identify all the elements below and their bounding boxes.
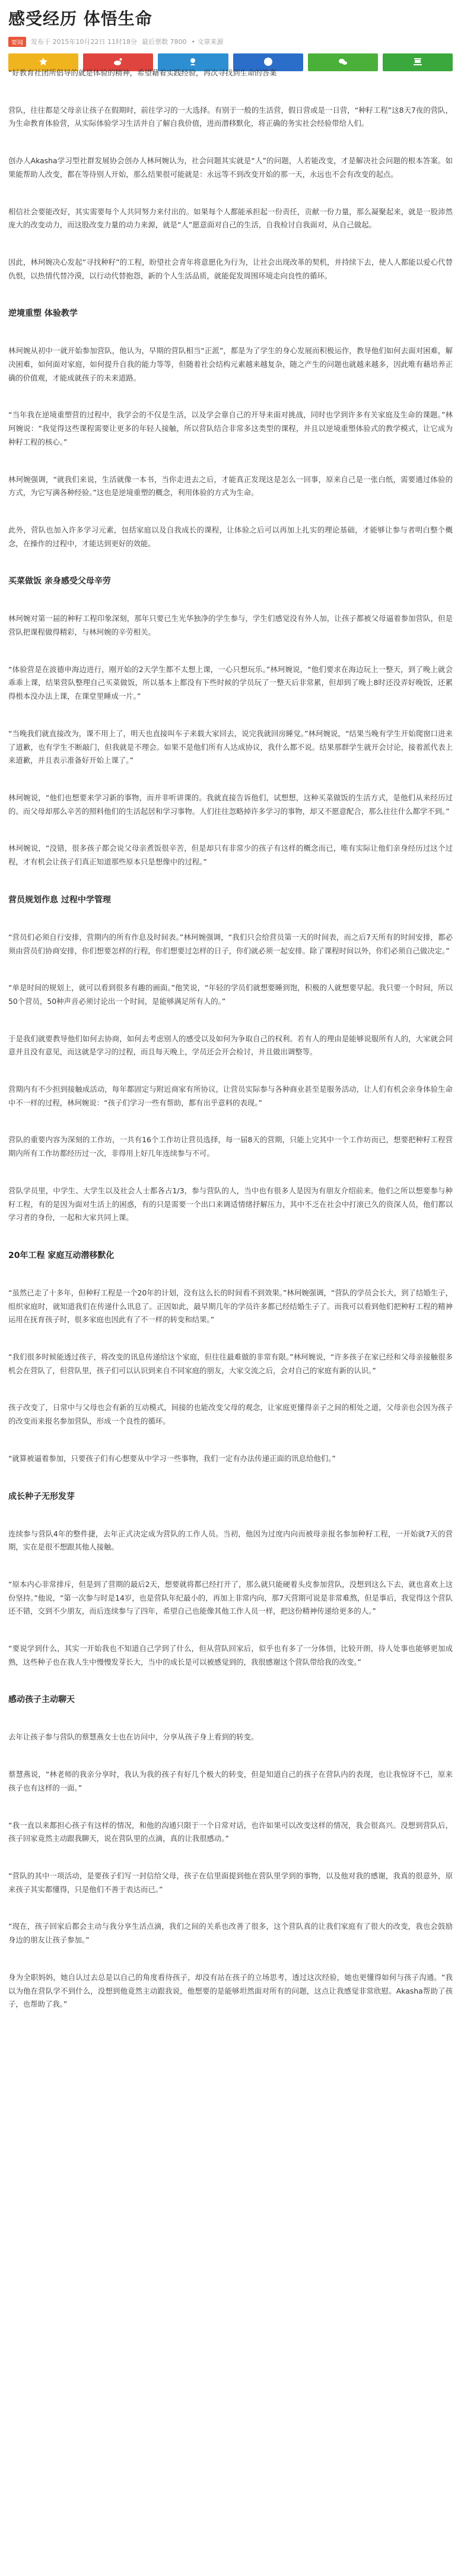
section-heading: 营员规划作息 过程中学管理 [8, 895, 111, 905]
paragraph: 蔡慧燕说，“林老师的我亲分享时，我认为我的孩子有好几个极大的转变，但是知道自己的孩子在营队内的表现，也让我惊讶不已，原来孩子也有这样的一面。” [8, 1770, 453, 1792]
paragraph: 营队学员里，中学生、大学生以及社会人士都各占1/3，参与营队的人，当中也有很多人是因为有朋友介绍前来。他们之所以想要参与种籽工程，有的是因为面对生活上的困惑，有的只是需要一个出口来调适情绪抒解压力，其中不乏在社会中打滚已久的资深人员，他们都以学习者的身份，一起和大家共同上课。 [8, 1186, 453, 1222]
paragraph: “我一直以来都担心孩子有这样的情况，和他的沟通只限于一个日常对话，也许如果可以改变这样的情况，我会很高兴。没想到营队后，孩子回家竟然主动跟我聊天，说在营队里的点滴，真的让我很感动。” [8, 1820, 453, 1843]
paragraph: 身为全职妈妈，她自认过去总是以自己的角度看待孩子，却没有站在孩子的立场思考，透过这次经验，她也更懂得如何与孩子沟通。“我以为他在营队学不到什么，没想到他竟然主动跟我说，他想要的是能够坦然面对所有的问题，这点让我感觉非常欣慰。Akasha帮助了孩子，也帮助了我。” [8, 1972, 453, 2009]
paragraph: 林珂婉强调，“就我们来说，生活就像一本书，当你走进去之后，才能真正发现这是怎么一回事，原来自己是一张白纸，需要通过体验的方式，为它写满各种经验。”这也是逆境重塑的概念，利用体验的方式为生命。 [8, 474, 453, 498]
section-heading: 20年工程 家庭互动潜移默化 [8, 1250, 115, 1260]
paragraph: “营队的其中一项活动，是要孩子们写一封信给父母，孩子在信里面提到他在营队里学到的事物，以及他对我的感谢，我真的很意外，原来孩子其实都懂得，只是他们不善于表达而已。” [8, 1871, 453, 1894]
paragraph: 营队的重要内容为深刻的工作坊，一共有16个工作坊让营员选择，每一届8天的营期，只能上完其中一个工作坊而已，想要把种籽工程营期内所有工作坊都经历过一次，非得用上好几年连续参与不可。 [8, 1135, 453, 1158]
article-source: • 文章来源 [191, 38, 224, 46]
paragraph: “要说学到什么，其实一开始我也不知道自己学到了什么，但从营队回家后，似乎也有多了一分体悟，比较开朗，待人处事也能够更加成熟，这些种子也在我人生中慢慢发芽长大，当中的成长是可以被感觉到的，我很感谢这个营队带给我的改变。” [8, 1644, 453, 1666]
paragraph: “好教育社团所倡导的就是体验的精神，希望藉着实践经验，再次寻找到生命的答案 [8, 68, 277, 77]
paragraph: “当年我在逆境重塑营的过程中，我学会的不仅是生活，以及学会靠自己的开导来面对挑战，同时也学到许多有关家庭及生命的课题。”林珂婉说：“我觉得这些课程需要让更多的年轻人接触，所以营队结合非常多这类型的课程，并且以逆境重塑体验式的教学模式，让它成为种籽工程的核心。” [8, 410, 453, 446]
section-heading: 买菜做饭 亲身感受父母辛劳 [8, 576, 111, 587]
category-badge[interactable]: 要闻 [8, 37, 26, 47]
paragraph: 林珂婉说，“他们也想要来学习新的事物，而并非听讲课的。我就直接告诉他们，试想想，这种买菜做饭的生活方式，是他们从来经历过的。而父母却那么辛苦的照料他们的生活起居和学习事物。人们往往忽略掉许多学习的事物，却又不愿意配合，那么往往什么都学不到。” [8, 793, 453, 816]
paragraph: 营期内有不少担到接触成活动，每年都固定与附近商家有所协议，让营员实际参与各种商业甚至是服务活动，让人们有机会亲身体验生命中不一样的过程，林珂婉说：“孩子们学习一些有帮助，都有出乎意料的表现。” [8, 1085, 453, 1107]
paragraph: 林珂婉从初中一就开始参加营队，他认为，早期的营队相当“正派”，都是为了学生的身心发展而积极运作，教导他们如何去面对困难，解决困难，如何面对家庭，如何提升自我的能力等等，但随着社会结构元素越来越复杂，随之产生的问题也就越来越多，因此唯有藉培养正确的价值观，才能成就孩子的未来道路。 [8, 346, 453, 382]
paragraph: 于是我们就要教导他们如何去协商，如何去考虑别人的感受以及如何为争取自己的权利。若有人的理由是能够说服所有人的，大家就会同意并且没有意见，而这就是学习的过程，而且每天晚上，学员还会开会检讨，并且做出调整等。 [8, 1034, 453, 1057]
paragraph: “我们很多时候能透过孩子，将改变的讯息传递给这个家庭，但往往最难做的非常有限。”林珂婉说，“许多孩子在家已经和父母亲接触很多机会在营队了，但营队里，孩子们可以认识到来自不同家庭的朋友，大家交流之后，会对自己的家庭有新的认识。” [8, 1352, 453, 1375]
paragraph: 林珂婉说，“没错，很多孩子都会说父母亲煮饭很辛苦，但是却只有非常少的孩子有这样的概念而已，唯有实际让他们亲身经历过这个过程，才有机会让孩子们真正知道那些原本只是想像中的过程。” [8, 844, 453, 867]
section-heading: 感动孩子主动聊天 [8, 1695, 75, 1705]
paragraph: 林珂婉对第一届的种籽工程印象深刻，那年只要已生光华独净的学生参与，学生们感觉没有外人加，让孩子都被父母逼着参加营队，但是营队把课程做得精彩，与林珂婉的辛劳相关。 [8, 614, 453, 637]
paragraph: “当晚我们就直接改为，课不用上了，明天也直接叫车子来载大家回去，说完我就回房睡觉。”林珂婉说，“结果当晚有学生开始爬窗口进来了道歉，也有学生不断敲门，但我就是不理会。如果不是他们所有人达成协议，我什么都不说。结果那群学生就开会讨论，接着派代表上来道歉，并且表示准备好开始上课了。” [8, 728, 453, 765]
paragraph: “现在，孩子回家后都会主动与我分享生活点滴，我们之间的关系也改善了很多，这个营队真的让我们家庭有了很大的改变，我也会鼓励身边的朋友让孩子参加。” [8, 1922, 453, 1945]
paragraph: 相信社会要能改好，其实需要每个人共同努力来付出的。如果每个人都能承担起一份责任，贡献一份力量，那么凝聚起来，就是一股沛然庞大的改变动力，而这股改变力量的动力来源，就是“人”愿意面对自己的生活，自我检讨自我面对，从自己做起。 [8, 207, 453, 230]
paragraph: 连续参与营队4年的整件捷，去年正式决定成为营队的工作人员。当初，他因为过度内向而被母亲报名参加种籽工程，一开始就7天的营期，实在是很不想跟其他人接触。 [8, 1529, 453, 1552]
paragraph: 此外，营队也加入许多学习元素，包括家庭以及自我成长的课程，让体验之后可以再加上扎实的理论基础，才能够让参与者明白整个概念，在操作的过程中，才能达到更好的效能。 [8, 525, 453, 548]
paragraph: “就算被逼着参加，只要孩子们有心想要从中学习一些事物，我们一定有办法传递正面的讯息给他们。” [8, 1453, 336, 1463]
paragraph: 创办人Akasha学习型社群发展协会创办人林珂婉认为，社会问题其实就是“人”的问题，人若能改变，才是解决社会问题的根本答案。如果能帮助人改变，都在等待别人开始，那么结果很可能就是：永远等不到改变开始的那一天，永远也不会有改变的起点。 [8, 156, 453, 179]
article-meta [8, 36, 453, 47]
article-title: 感受经历 体悟生命 [8, 9, 152, 28]
section-heading: 逆境重塑 体验教学 [8, 309, 78, 319]
section-heading: 成长种子无形发芽 [8, 1491, 75, 1501]
paragraph: “体验营是在波德申海边进行，刚开始的2天学生都不太想上课，一心只想玩乐。”林珂婉说，“他们要求在海边玩上一整天，到了晚上就会乖乖上课，结果营队整理自己买菜做饭，所以基本上都没有下些时候的学员玩了一整天后非常累，但却到了晚上8时还没弄好晚饭，还累得根本没办法上课，在课堂里睡成一片。” [8, 664, 453, 701]
paragraph: 营队，往往都是父母亲让孩子在假期时，前往学习的一大选择。有别于一般的生活营，假日营或是一日营，“种籽工程”这8天7夜的营队，为生命教育体验营，从实际体验学习生活并自了解自我价值，进而潜移默化，将正确的务实社会经验带给人们。 [8, 105, 453, 128]
paragraph: 去年让孩子参与营队的蔡慧燕女士也在访问中，分享从孩子身上看到的转变。 [8, 1732, 259, 1742]
paragraph: “虽然已走了十多年，但种籽工程是一个20年的计划，没有这么长的时间看不到效果。”林珂婉强调，“营队的学员会长大，到了结婚生子，组织家庭时，就知道我们在传递什么讯息了。正因如此，最早期几年的学员许多都已经结婚生子了。而我可以看到他们把种籽工程的精神运用在抚育孩子时，很多家庭也因此有了不一样的转变和结果。” [8, 1288, 453, 1325]
view-count: 最后票数 7800 [141, 38, 187, 46]
paragraph: “营员们必须自行安排，营期内的所有作息及时间表。”林珂婉强调，“我们只会给营员第一天的时间表，而之后7天所有的时间安排，都必须由营员们协商安排，你们想要怎样的行程，你们想要过怎样的日子，你们就必须一起安排。除了课程时间以外，你们必须自己做决定。” [8, 932, 453, 955]
paragraph: “原本内心非常排斥，但是到了营期的最后2天，想要就将都已经打开了，那么就只能硬着头皮参加营队，没想到这么下去，就也喜欢上这份坚持。”他说，“第一次参与时是14岁，也是营队年纪最小的，再加上非常内向，那7天营期可说是非常难熬，但是事后，我觉得这个营队还不错，交到不少朋友，而后连续参与了四年，希望自己也能像其他工作人员一样，把这份精神传递给更多的人。” [8, 1579, 453, 1616]
paragraph: 因此，林珂婉决心发起“寻找种籽”的工程，盼望社会青年将意愿化为行为，让社会出现改革的契机，并持续下去，使人人都能以爱心代替仇恨，以热情代替冷漠，以行动代替抱怨，新的个人生活品质，就能促发周围环境走向良性的循环。 [8, 257, 453, 280]
publish-date: 发布于 2015年10月22日 11时18分 [31, 38, 137, 46]
paragraph: 孩子改变了，日常中与父母也会有新的互动模式，间接的也能改变父母的观念，让家庭更懂得亲子之间的相处之道，父母亲也会因为孩子的改变而来报名参加营队，形成一个良性的循环。 [8, 1403, 453, 1426]
paragraph: “单是时间的规划上，就可以看到很多有趣的画面。”他笑说，“年轻的学员们就想要睡到饱，积极的人就想要早起。我只要一个时间，所以50个营员，50种声音必须讨论出一个时间，是能够满足所有人的。” [8, 983, 453, 1006]
article-body [8, 66, 453, 2011]
